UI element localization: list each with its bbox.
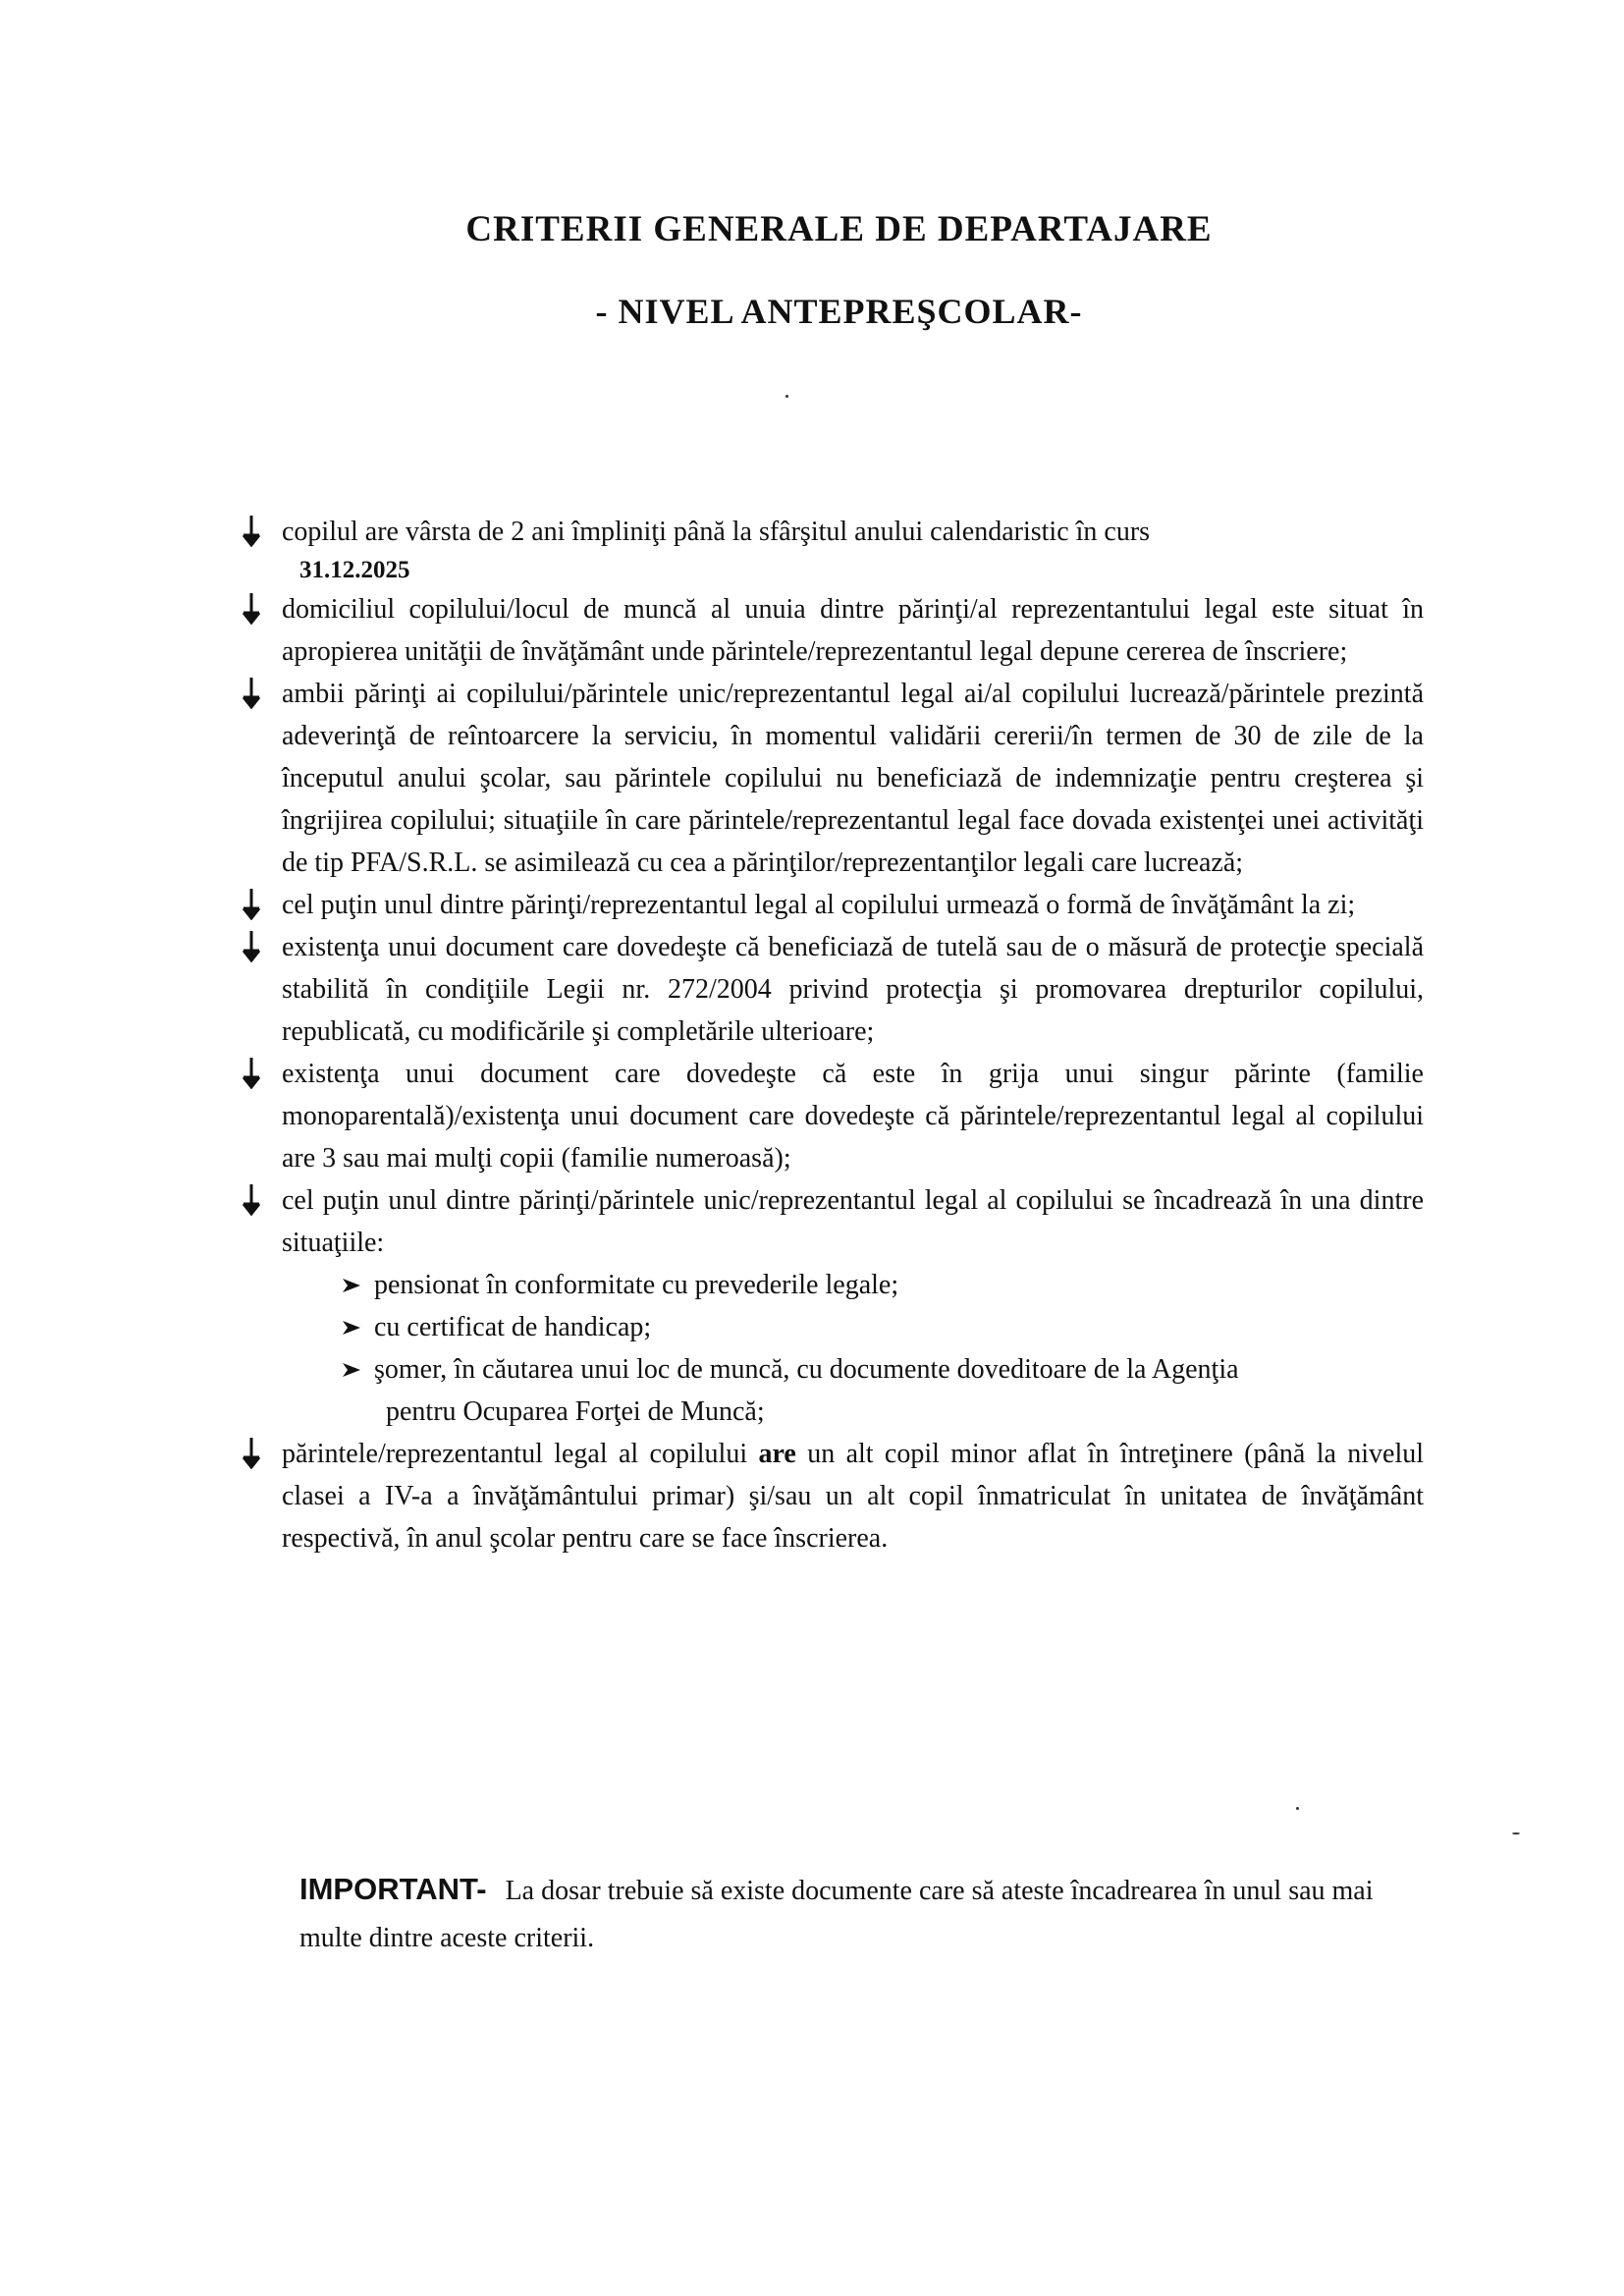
- criterion-item: [241, 926, 1424, 1053]
- criterion-item: [241, 1433, 1424, 1559]
- situation-item: [341, 1306, 1424, 1348]
- situation-text: cu certificat de handicap;: [374, 1312, 652, 1342]
- scan-speck: [1512, 1832, 1520, 1834]
- arrow-down-icon: [241, 1056, 262, 1089]
- criterion-text-end: un alt copil minor aflat în întreţinere (până la nivelul clasei a IV-a a învăţământului primar) şi/sau un alt copil înmatriculat în unitatea de învăţământ respectivă, în anul şcolar pentru care se face înscrierea.: [282, 1439, 1425, 1554]
- arrow-down-icon: [241, 1182, 262, 1216]
- arrow-down-icon: [241, 1436, 262, 1469]
- criterion-text-start: părintele/reprezentantul legal al copilului: [282, 1439, 748, 1469]
- criteria-list: [241, 511, 1424, 1559]
- criterion-item: [241, 588, 1424, 673]
- document-title: CRITERII GENERALE DE DEPARTAJARE: [465, 209, 1213, 249]
- criterion-text: cel puţin unul dintre părinţi/părintele unic/reprezentantul legal al copilului se încadrează în una dintre situaţiile:: [282, 1185, 1424, 1258]
- criterion-text: existenţa unui document care dovedeşte că beneficiază de tutelă sau de o măsură de protecţie specială stabilită în condiţiile Legii nr. 272/2004 privind protecţia şi promovarea drepturilor copilului, republicată, cu modificările şi completările ulterioare;: [282, 932, 1424, 1047]
- criterion-item: [241, 673, 1424, 884]
- arrow-down-icon: [241, 676, 262, 709]
- arrow-down-icon: [241, 929, 262, 962]
- arrow-down-icon: [241, 514, 262, 547]
- arrowhead-right-icon: [341, 1361, 362, 1379]
- situation-item: [341, 1264, 1424, 1306]
- arrow-down-icon: [241, 591, 262, 625]
- important-label: IMPORTANT-: [299, 1872, 487, 1906]
- situation-text: pensionat în conformitate cu prevederile legale;: [374, 1270, 899, 1300]
- criterion-text: ambii părinţi ai copilului/părintele unic/reprezentantul legal ai/al copilului lucrează/părintele prezintă adeverinţă de reîntoarcere la serviciu, în momentul validării cererii/în termen de 30 de zile de la începutul anului şcolar, sau părintele copilului nu beneficiază de indemnizaţie pentru creşterea şi îngrijirea copilului; situaţiile în care părintele/reprezentantul legal face dovada existenţei unei activităţi de tip PFA/S.R.L. se asimilează cu cea a părinţilor/reprezentanţilor legali care lucrează;: [282, 679, 1424, 878]
- criterion-text: copilul are vârsta de 2 ani împliniţi până la sfârşitul anului calendaristic în curs: [282, 517, 1151, 547]
- criterion-text: existenţa unui document care dovedeşte că este în grija unui singur părinte (familie monoparentală)/existenţa unui document care dovedeşte că părintele/reprezentantul legal al copilului are 3 sau mai mulţi copii (familie numeroasă);: [282, 1059, 1424, 1174]
- situation-text-continued: pentru Ocuparea Forţei de Muncă;: [386, 1396, 765, 1427]
- criterion-text: domiciliul copilului/locul de muncă al unuia dintre părinţi/al reprezentantului legal este situat în apropierea unităţii de învăţământ unde părintele/reprezentantul legal depune cererea de înscriere;: [282, 594, 1424, 667]
- important-note: [299, 1866, 1429, 1962]
- arrowhead-right-icon: [341, 1277, 362, 1294]
- criterion-date: 31.12.2025: [299, 557, 410, 583]
- situations-sublist: [282, 1264, 1424, 1433]
- criterion-item: [241, 511, 1424, 588]
- criterion-item: [241, 1053, 1424, 1179]
- criterion-item: [241, 1179, 1424, 1433]
- scan-speck: [785, 395, 788, 398]
- criterion-text: cel puţin unul dintre părinţi/reprezentantul legal al copilului urmează o formă de învăţământ la zi;: [282, 890, 1356, 920]
- scan-speck: [1296, 1807, 1299, 1810]
- arrowhead-right-icon: [341, 1319, 362, 1337]
- criterion-text-emphasis: are: [758, 1439, 796, 1469]
- document-subtitle: - NIVEL ANTEPREŞCOLAR-: [595, 292, 1083, 331]
- arrow-down-icon: [241, 887, 262, 920]
- situation-text: şomer, în căutarea unui loc de muncă, cu documente doveditoare de la Agenţia: [374, 1354, 1239, 1385]
- important-text: La dosar trebuie să existe documente care să ateste încadrearea în unul sau mai multe dintre aceste criterii.: [299, 1876, 1374, 1953]
- situation-item: [341, 1348, 1424, 1433]
- criterion-item: [241, 884, 1424, 926]
